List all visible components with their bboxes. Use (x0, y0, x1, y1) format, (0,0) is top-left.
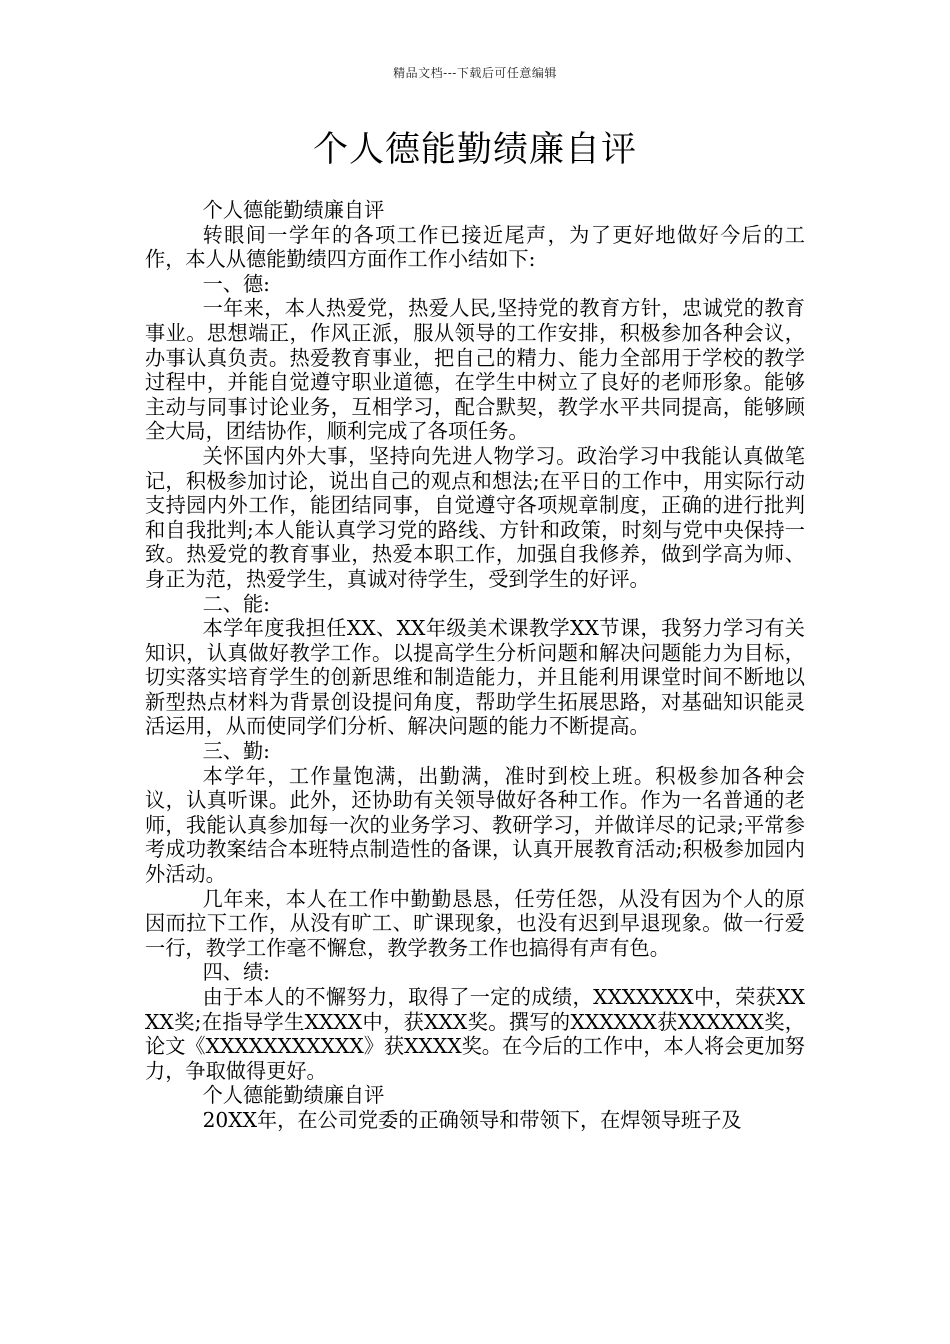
paragraph-neng: 本学年度我担任XX、XX年级美术课教学XX节课，我努力学习有关知识，认真做好教学工作。以提高学生分析问题和解决问题能力为目标，切实落实培育学生的创新思维和制造能力，并且能利用课堂时间不断地以新型热点材料为背景创设提问角度，帮助学生拓展思路，对基础知识能灵活运用，从而使同学们分析、解决问题的能力不断提高。 (145, 616, 805, 739)
section-heading-de: 一、德: (202, 271, 270, 296)
paragraph-qin-2: 几年来，本人在工作中勤勤恳恳，任劳任怨，从没有因为个人的原因而拉下工作，从没有旷工、旷课现象，也没有迟到早退现象。做一行爱一行，教学工作毫不懈怠，教学教务工作也搞得有声有色。 (145, 886, 805, 960)
paragraph-subtitle-2: 个人德能勤绩廉自评 (202, 1083, 385, 1108)
header-note: 精品文档---下载后可任意编辑 (393, 66, 557, 80)
document-body (145, 198, 805, 1133)
paragraph-company: 20XX年，在公司党委的正确领导和带领下，在焊领导班子及 (202, 1107, 742, 1132)
section-heading-ji: 四、绩: (202, 960, 270, 985)
paragraph-intro: 转眼间一学年的各项工作已接近尾声，为了更好地做好今后的工作，本人从德能勤绩四方面作工作小结如下: (145, 222, 805, 272)
paragraph-qin-1: 本学年，工作量饱满，出勤满，准时到校上班。积极参加各种会议，认真听课。此外，还协助有关领导做好各种工作。作为一名普通的老师，我能认真参加每一次的业务学习、教研学习，并做详尽的记录;平常参考成功教案结合本班特点制造性的备课，认真开展教育活动;积极参加园内外活动。 (145, 763, 805, 887)
paragraph-de-1: 一年来，本人热爱党，热爱人民,坚持党的教育方针，忠诚党的教育事业。思想端正，作风正派，服从领导的工作安排，积极参加各种会议，办事认真负责。热爱教育事业，把自己的精力、能力全部用于学校的教学过程中，并能自觉遵守职业道德，在学生中树立了良好的老师形象。能够主动与同事讨论业务，互相学习，配合默契，教学水平共同提高，能够顾全大局，团结协作，顺利完成了各项任务。 (145, 296, 805, 444)
paragraph-ji: 由于本人的不懈努力，取得了一定的成绩，XXXXXXX中，荣获XXXX奖;在指导学生XXXX中，获XXX奖。撰写的XXXXXX获XXXXXX奖，论文《XXXXXXXXXXX》获XXXX奖。在今后的工作中，本人将会更加努力，争取做得更好。 (145, 985, 805, 1083)
paragraph-subtitle: 个人德能勤绩廉自评 (202, 198, 385, 222)
section-heading-neng: 二、能: (202, 591, 270, 616)
section-heading-qin: 三、勤: (202, 739, 270, 764)
paragraph-de-2: 关怀国内外大事，坚持向先进人物学习。政治学习中我能认真做笔记，积极参加讨论，说出自己的观点和想法;在平日的工作中，用实际行动支持园内外工作，能团结同事，自觉遵守各项规章制度，正确的进行批判和自我批判;本人能认真学习党的路线、方针和政策，时刻与党中央保持一致。热爱党的教育事业，热爱本职工作，加强自我修养，做到学高为师、身正为范，热爱学生，真诚对待学生，受到学生的好评。 (145, 443, 805, 591)
document-title: 个人德能勤绩廉自评 (312, 130, 637, 170)
